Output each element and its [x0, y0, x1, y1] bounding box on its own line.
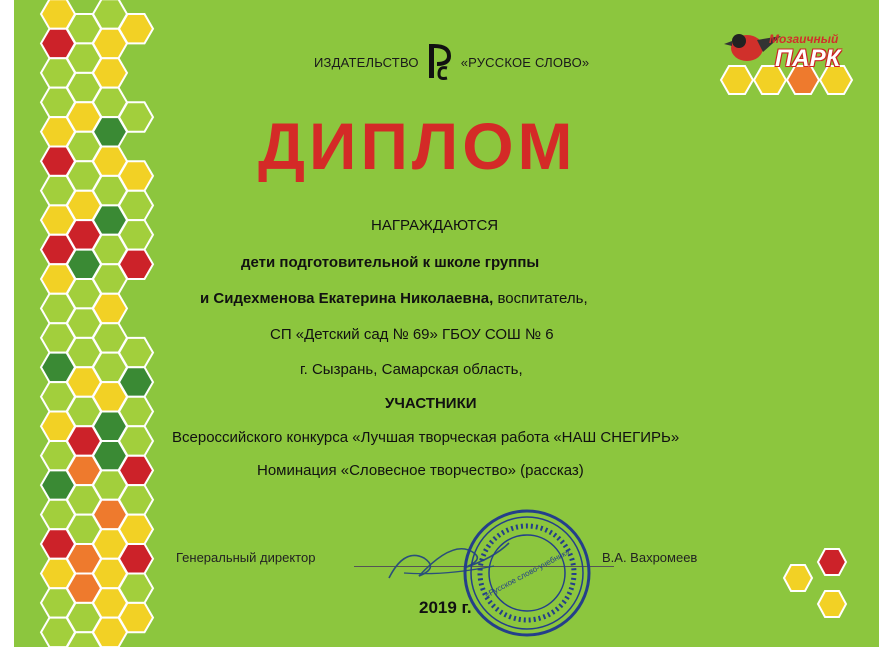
teacher-role: воспитатель,	[493, 290, 588, 307]
corner-hexagons	[782, 548, 872, 628]
hexagon-tile	[119, 485, 153, 514]
director-position: Генеральный директор	[176, 550, 316, 565]
status-line: УЧАСТНИКИ	[385, 395, 477, 412]
hexagon-tile	[119, 456, 153, 485]
publisher-prefix: ИЗДАТЕЛЬСТВО	[314, 54, 419, 70]
hexagon-tile	[119, 603, 153, 632]
hexagon-tile	[119, 397, 153, 426]
hexagon-tile	[119, 574, 153, 603]
city-line: г. Сызрань, Самарская область,	[300, 361, 523, 378]
hexagon-tile	[119, 14, 153, 43]
publisher-logo-icon	[427, 42, 453, 82]
organization-line: СП «Детский сад № 69» ГБОУ СОШ № 6	[270, 326, 554, 343]
hexagon-tile	[119, 515, 153, 544]
hexagon-tile	[93, 294, 127, 324]
hexagon-tile	[93, 58, 127, 87]
publisher-name: «РУССКОЕ СЛОВО»	[460, 54, 590, 70]
hexagon-tile	[119, 426, 153, 456]
diploma-page	[14, 0, 879, 647]
hexagon-tile	[119, 250, 153, 279]
hexagon-tile	[119, 367, 153, 397]
diploma-title: ДИПЛОМ	[258, 109, 577, 183]
hexagon-tile	[119, 102, 153, 132]
hexagon-tile	[119, 161, 153, 191]
brand-small-text: Мозаичный	[769, 32, 839, 46]
mosaic-park-logo	[709, 26, 859, 110]
teacher-name: и Сидехменова Екатерина Николаевна,	[200, 290, 494, 307]
hexagon-tile	[119, 220, 153, 250]
hexagon-tile	[119, 191, 153, 220]
hexagon-tile	[119, 338, 153, 367]
hexagon-tile	[119, 544, 153, 574]
nomination-line: Номинация «Словесное творчество» (рассказ)	[257, 462, 584, 479]
official-stamp	[460, 506, 594, 640]
awarded-line: НАГРАЖДАЮТСЯ	[371, 217, 499, 234]
year-label: 2019 г.	[419, 598, 472, 617]
publisher-header	[314, 42, 589, 82]
teacher-line	[200, 290, 588, 307]
brand-big-text: ПАРК	[775, 45, 841, 72]
stamp-center-text: «Русское слово-учебник»	[483, 547, 572, 600]
director-name: В.А. Вахромеев	[602, 550, 698, 565]
hexagon-mosaic-strip	[14, 0, 184, 647]
recipients-line: дети подготовительной к школе группы	[241, 254, 540, 271]
contest-line: Всероссийского конкурса «Лучшая творческая работа «НАШ СНЕГИРЬ»	[172, 429, 680, 446]
